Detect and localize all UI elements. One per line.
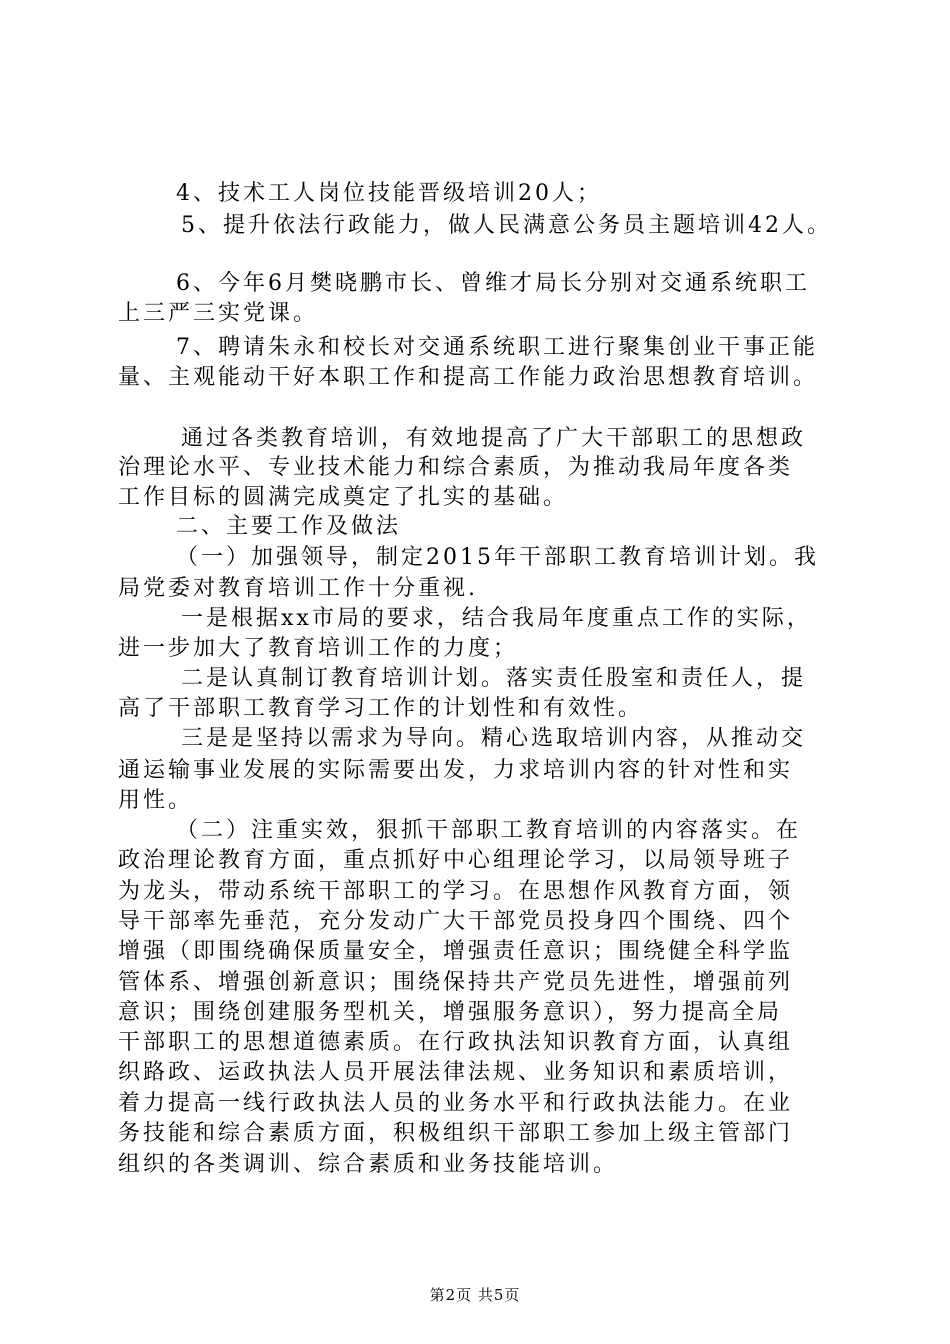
subsection-1-line-1: （一）加强领导，制定2015年干部职工教育培训计划。我: [176, 545, 819, 570]
list-item-6-line-2: 上三严三实党课。: [118, 301, 319, 326]
subsection-2-line-6: 管体系、增强创新意识；围绕保持共产党员先进性，增强前列: [118, 970, 794, 995]
point-3-line-3: 用性。: [118, 788, 194, 813]
point-1-line-1: 一是根据xx市局的要求，结合我局年度重点工作的实际，: [181, 606, 812, 631]
subsection-2-line-4: 导干部率先垂范，充分发动广大干部党员投身四个围绕、四个: [118, 909, 794, 934]
summary-paragraph-line-2: 治理论水平、专业技术能力和综合素质，为推动我局年度各类: [118, 455, 794, 480]
point-2-line-1: 二是认真制订教育培训计划。落实责任股室和责任人，提: [181, 666, 807, 691]
point-1-line-2: 进一步加大了教育培训工作的力度；: [118, 636, 519, 661]
point-3-line-2: 通运输事业发展的实际需要出发，力求培训内容的针对性和实: [118, 758, 794, 783]
subsection-2-line-3: 为龙头，带动系统干部职工的学习。在思想作风教育方面，领: [118, 879, 794, 904]
subsection-2-line-2: 政治理论教育方面，重点抓好中心组理论学习，以局领导班子: [118, 848, 794, 873]
section-heading: 二、主要工作及做法: [176, 514, 402, 539]
subsection-2-line-1: （二）注重实效，狠抓干部职工教育培训的内容落实。在: [176, 818, 802, 843]
subsection-2-line-10: 着力提高一线行政执法人员的业务水平和行政执法能力。在业: [118, 1091, 794, 1116]
summary-paragraph-line-3: 工作目标的圆满完成奠定了扎实的基础。: [118, 485, 569, 510]
list-item-7-line-2: 量、主观能动干好本职工作和提高工作能力政治思想教育培训。: [118, 365, 819, 390]
list-item-5: 5、提升依法行政能力，做人民满意公务员主题培训42人。: [181, 213, 832, 238]
subsection-2-line-8: 干部职工的思想道德素质。在行政执法知识教育方面，认真组: [118, 1030, 794, 1055]
page-number-footer: 第2页 共5页: [429, 1286, 521, 1304]
subsection-2-line-9: 织路政、运政执法人员开展法律法规、业务知识和素质培训，: [118, 1060, 794, 1085]
subsection-2-line-7: 意识；围绕创建服务型机关，增强服务意识），努力提高全局: [118, 1000, 783, 1025]
subsection-2-line-11: 务技能和综合素质方面，积极组织干部职工参加上级主管部门: [118, 1121, 794, 1146]
list-item-6-line-1: 6、今年6月樊晓鹏市长、曾维才局长分别对交通系统职工: [176, 271, 810, 296]
list-item-4: 4、技术工人岗位技能晋级培训20人；: [176, 181, 602, 206]
list-item-7-line-1: 7、聘请朱永和校长对交通系统职工进行聚集创业干事正能: [176, 335, 818, 360]
point-2-line-2: 高了干部职工教育学习工作的计划性和有效性。: [118, 696, 644, 721]
subsection-2-line-12: 组织的各类调训、综合素质和业务技能培训。: [118, 1152, 619, 1177]
summary-paragraph-line-1: 通过各类教育培训，有效地提高了广大干部职工的思想政: [181, 426, 807, 451]
subsection-2-line-5: 增强（即围绕确保质量安全，增强责任意识；围绕健全科学监: [118, 939, 794, 964]
point-3-line-1: 三是是坚持以需求为导向。精心选取培训内容，从推动交: [181, 726, 807, 751]
subsection-1-line-2: 局党委对教育培训工作十分重视.: [118, 576, 478, 601]
